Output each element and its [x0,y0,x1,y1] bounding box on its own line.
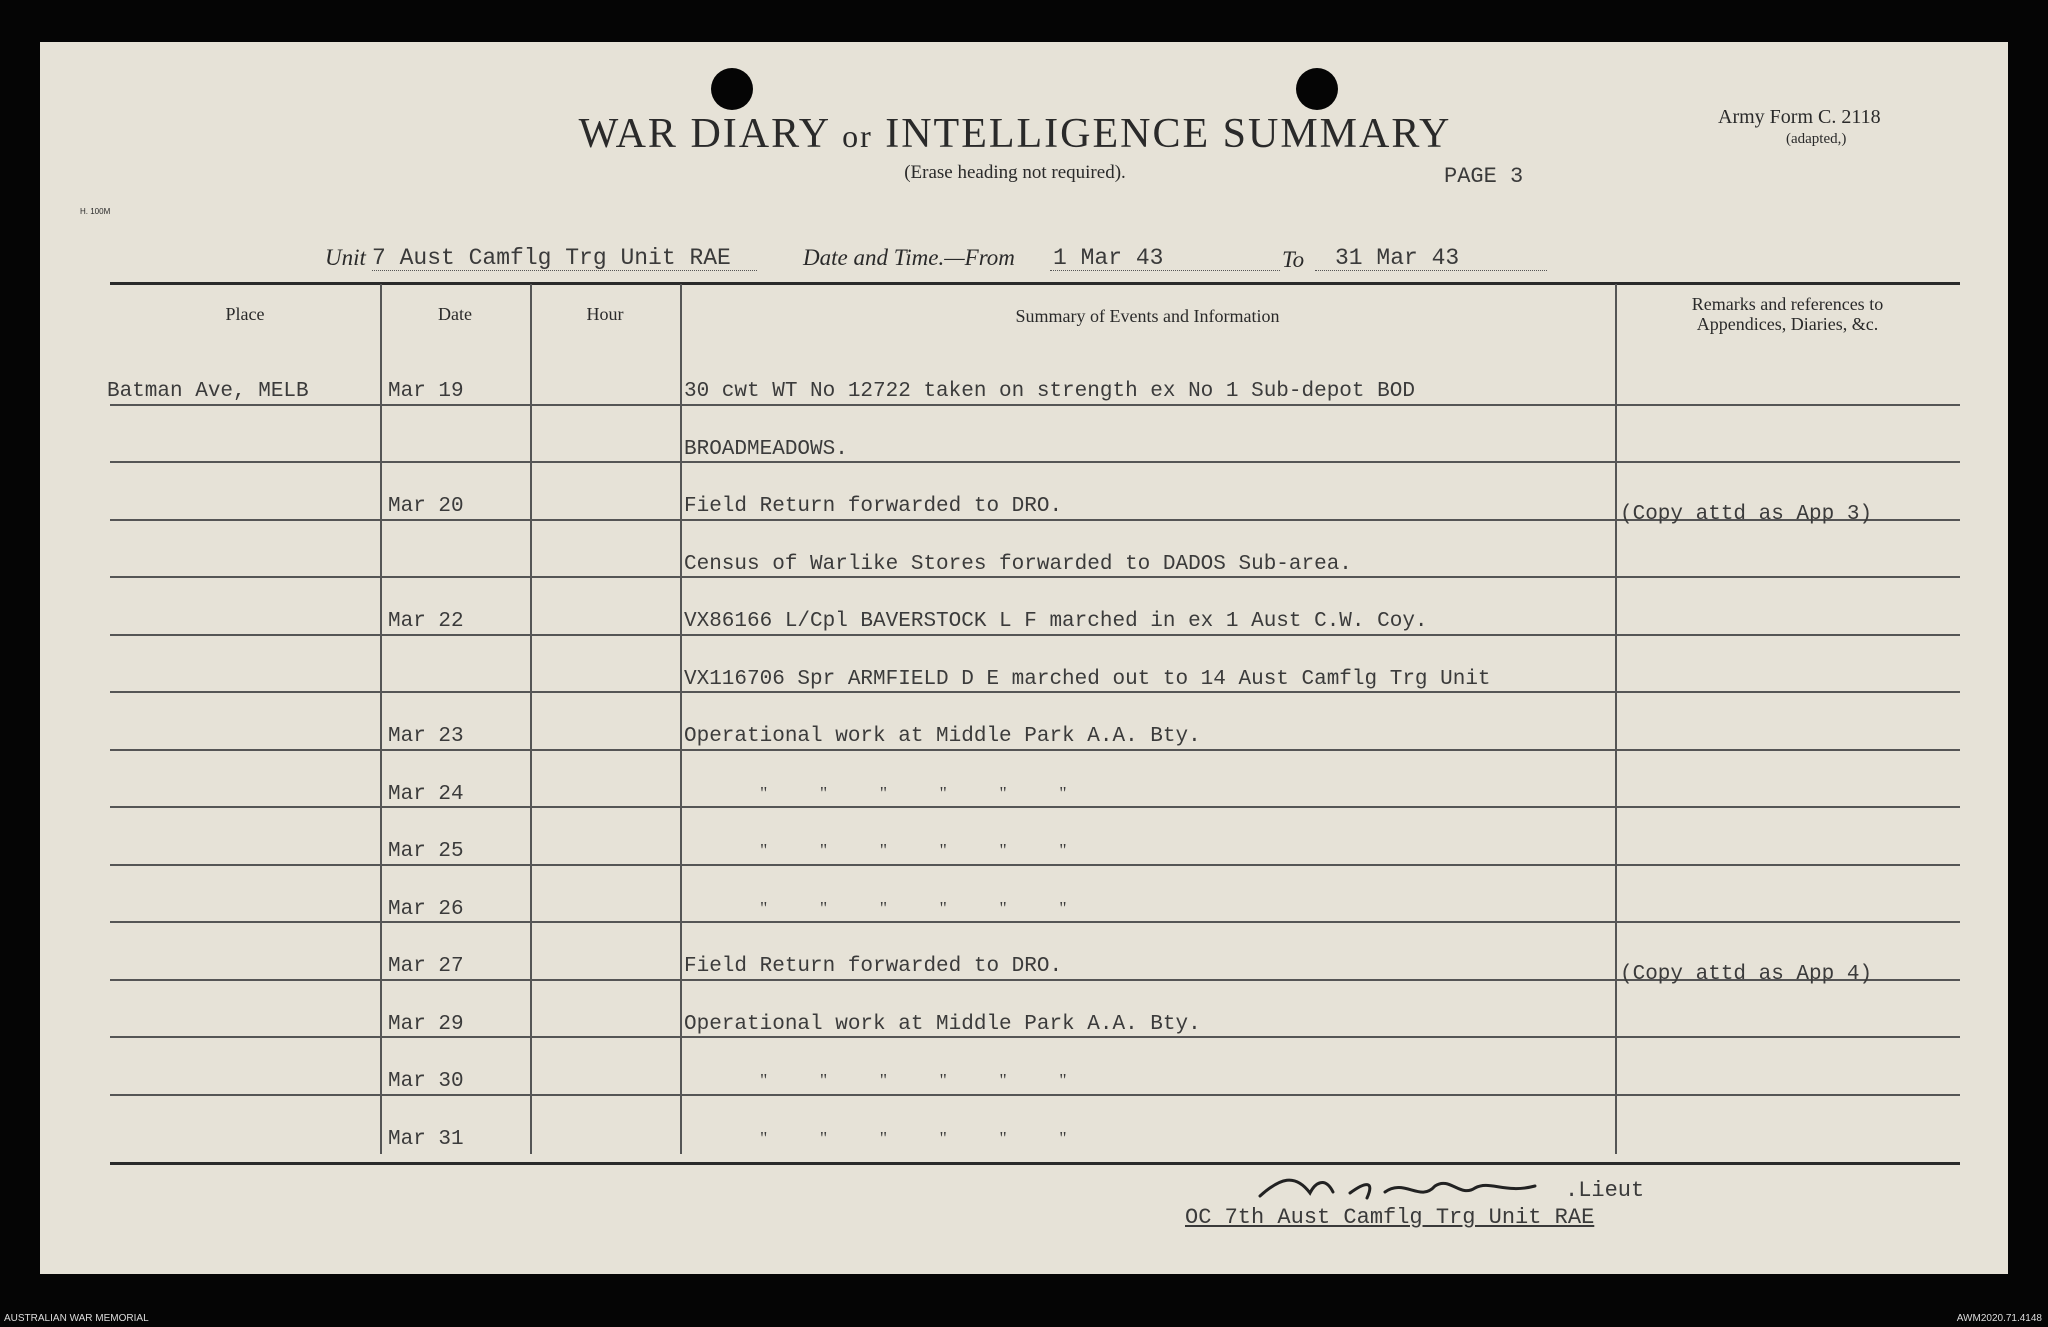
row-rule [110,691,1960,693]
row-date: Mar 30 [388,1070,464,1093]
date-from: 1 Mar 43 [1053,245,1164,271]
col-header-place: Place [225,304,265,324]
row-summary: " " " " " " [760,1070,1067,1090]
row-rule [110,921,1960,923]
form-subtitle: (Erase heading not required). [904,162,1126,183]
row-date: Mar 20 [388,495,464,518]
form-title [290,110,1740,158]
row-rule [110,576,1960,578]
row-date: Mar 23 [388,725,464,748]
row-date: Mar 27 [388,955,464,978]
date-from-underline [1050,270,1280,271]
row-rule [110,404,1960,406]
title-or: or [842,118,873,154]
form-adapted: (adapted,) [1786,131,1847,147]
row-summary: " " " " " " [760,840,1067,860]
signature-title: OC 7th Aust Camflg Trg Unit RAE [1185,1205,1595,1230]
row-rule [110,749,1960,751]
row-summary: 30 cwt WT No 12722 taken on strength ex No 1 Sub-depot BOD [684,380,1415,403]
footer-source: AUSTRALIAN WAR MEMORIAL [4,1313,149,1324]
title-intelligence-summary: INTELLIGENCE SUMMARY [885,111,1452,157]
handwritten-signature [1255,1168,1545,1208]
row-summary: Census of Warlike Stores forwarded to DADOS Sub-area. [684,552,1352,576]
row-remarks: (Copy attd as App 3) [1620,503,1873,526]
col-header-remarks-line2: Appendices, Diaries, &c. [1696,314,1879,334]
row-summary: BROADMEADOWS. [684,437,848,461]
table-bottom-rule [110,1162,1960,1165]
row-remarks: (Copy attd as App 4) [1620,963,1873,986]
row-summary: VX116706 Spr ARMFIELD D E marched out to 14 Aust Camflg Trg Unit [684,667,1491,691]
row-summary: VX86166 L/Cpl BAVERSTOCK L F marched in ex 1 Aust C.W. Coy. [684,610,1428,633]
table-top-rule [110,282,1960,285]
page-number: PAGE 3 [1444,164,1524,189]
footer-accession: AWM2020.71.4148 [1956,1313,2042,1324]
row-summary: Field Return forwarded to DRO. [684,955,1063,978]
row-date: Mar 26 [388,897,464,921]
row-summary: " " " " " " [760,1127,1067,1148]
unit-value: 7 Aust Camflg Trg Unit RAE [372,245,731,271]
row-date: Mar 24 [388,782,464,806]
col-header-hour: Hour [586,304,624,324]
row-date: Mar 25 [388,840,464,863]
to-label: To [1282,247,1305,272]
form-number: Army Form C. 2118 [1718,106,1881,128]
row-summary: Operational work at Middle Park A.A. Bty. [684,725,1201,748]
row-rule [110,864,1960,866]
signature-rank: .Lieut [1565,1178,1645,1203]
row-rule [110,806,1960,808]
col-divider-place [380,284,382,1154]
col-header-date: Date [438,304,472,324]
col-divider-date [530,284,532,1154]
row-summary: Operational work at Middle Park A.A. Bty. [684,1012,1201,1036]
col-divider-hour [680,284,682,1154]
row-rule [110,634,1960,636]
unit-label: Unit [325,245,366,270]
row-rule [110,1036,1960,1038]
row-summary: " " " " " " [760,897,1067,918]
date-label: Date and Time.—From [803,245,1015,270]
row-summary: " " " " " " [760,782,1067,803]
row-rule [110,1094,1960,1096]
row-date: Mar 19 [388,380,464,403]
date-to-underline [1315,270,1547,271]
row-rule [110,461,1960,463]
row-place: Batman Ave, MELB [107,380,309,403]
print-code: H. 100M [80,207,111,216]
row-date: Mar 22 [388,610,464,633]
punch-hole-left [711,68,753,110]
date-to: 31 Mar 43 [1335,245,1460,271]
row-date: Mar 31 [388,1127,464,1151]
col-divider-summary [1615,284,1617,1154]
row-summary: Field Return forwarded to DRO. [684,495,1063,518]
col-header-remarks-line1: Remarks and references to [1691,294,1884,314]
title-war-diary: WAR DIARY [578,111,830,157]
unit-underline [372,270,757,271]
punch-hole-right [1296,68,1338,110]
row-date: Mar 29 [388,1012,464,1036]
col-header-summary: Summary of Events and Information [1015,306,1280,326]
